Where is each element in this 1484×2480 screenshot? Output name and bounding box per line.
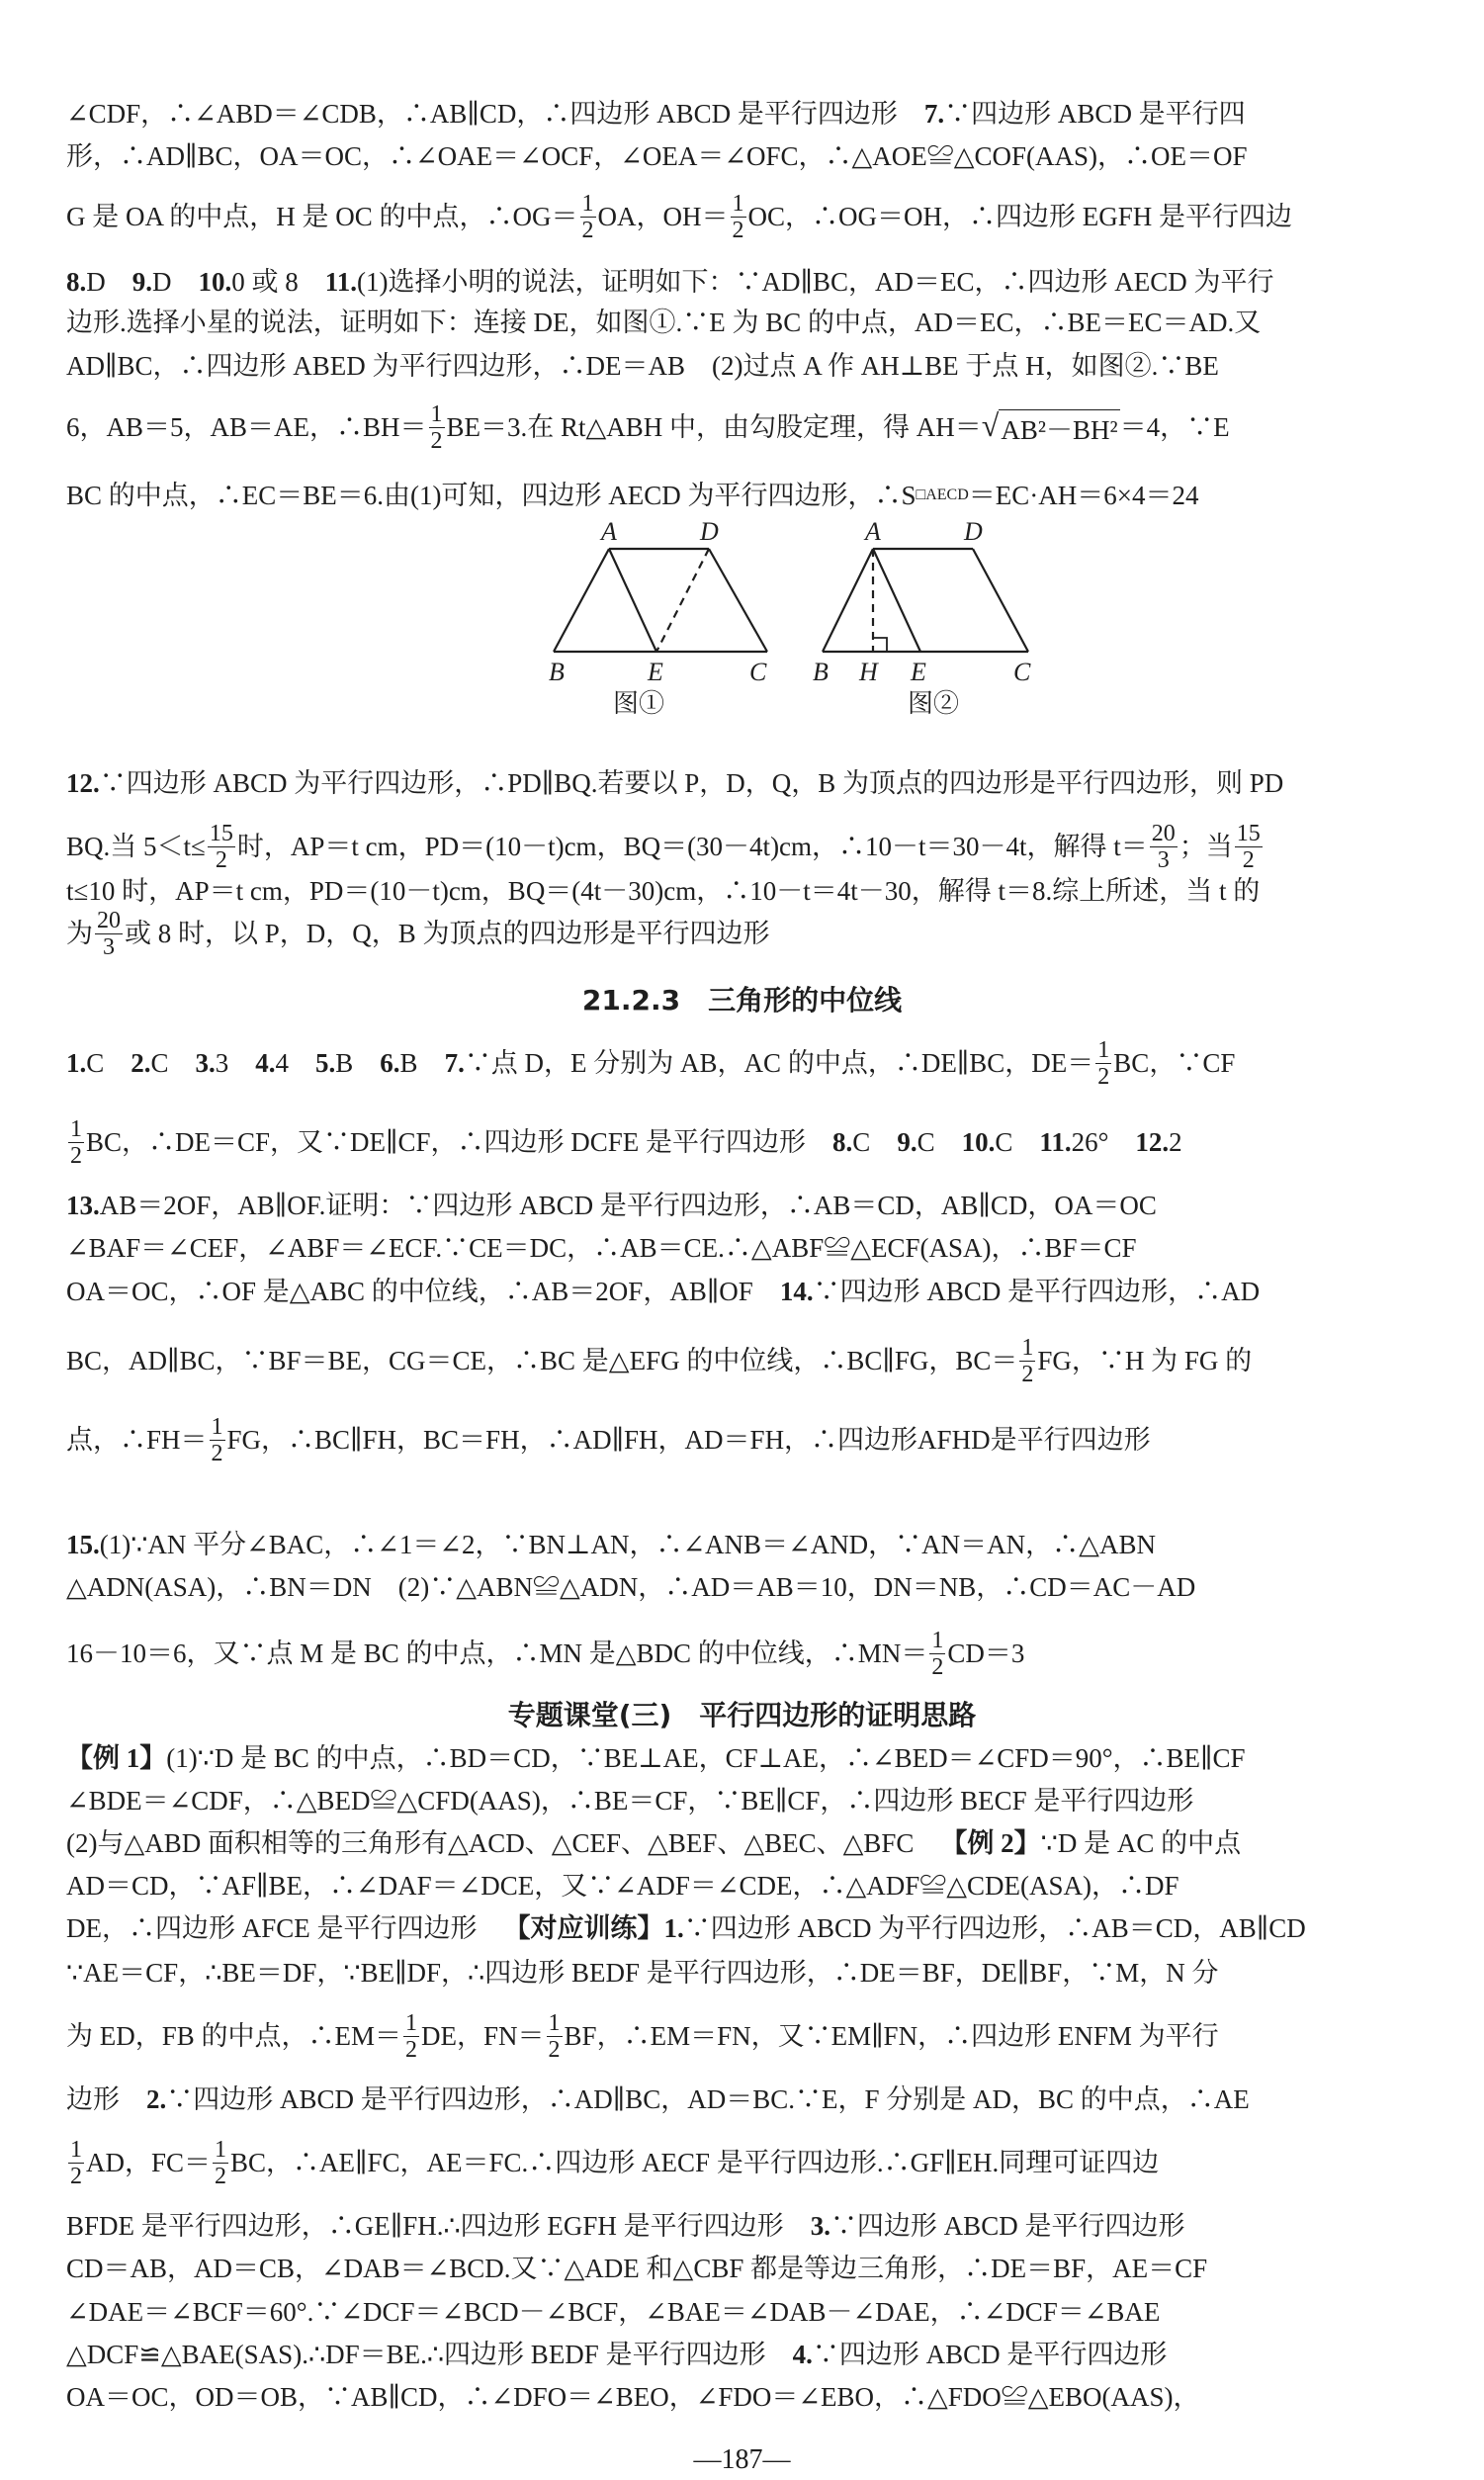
- denominator: 2: [405, 2036, 418, 2063]
- section-title-midline: 21.2.3 三角形的中位线: [581, 984, 903, 1017]
- label-d: D: [964, 517, 983, 546]
- text: 0 或 8: [231, 267, 325, 297]
- label-h: H: [859, 658, 878, 686]
- denominator: 2: [548, 2036, 561, 2063]
- text: ∵四边形 ABCD 为平行四边形，∴PD∥BQ.若要以 P，D，Q，B 为顶点的四边形是平行四边形，则 PD: [99, 768, 1284, 798]
- text: ∵AE＝CF，∴BE＝DF，∵BE∥DF，∴四边形 BEDF 是平行四边形，∴DE＝BF，DE∥BF，∵M，N 分: [66, 1958, 1219, 1988]
- label-b: B: [813, 658, 829, 686]
- question-number: 【例 2】: [940, 1828, 1041, 1858]
- text: ；当: [1178, 832, 1233, 861]
- question-number: 14.: [779, 1277, 814, 1306]
- question-number: 6.: [380, 1048, 400, 1078]
- text: 4: [275, 1048, 316, 1078]
- text: ∵D 是 AC 的中点: [1040, 1828, 1242, 1858]
- text: ＝EC·AH＝6×4＝24: [968, 481, 1199, 510]
- label-c: C: [1013, 658, 1031, 686]
- denominator: 2: [931, 1653, 944, 1680]
- text: 点，∴FH＝: [66, 1425, 208, 1455]
- text: ∵四边形 ABCD 是平行四边形，∴AD∥BC，AD＝BC.∵E，F 分别是 AD，BC 的中点，∴AE: [166, 2084, 1250, 2114]
- text: BC，∵CF: [1113, 1048, 1236, 1078]
- denominator: 3: [1157, 846, 1170, 873]
- fraction: [1019, 1335, 1035, 1387]
- text: 或 8 时，以 P，D，Q，B 为顶点的四边形是平行四边形: [125, 919, 770, 948]
- question-number: 2.: [131, 1048, 151, 1078]
- geometry-figures: [0, 0, 1484, 732]
- denominator: 2: [1021, 1361, 1034, 1387]
- text: BC，AD∥BC，∵BF＝BE，CG＝CE，∴BC 是△EFG 的中位线，∴BC∥FG，BC＝: [66, 1346, 1018, 1375]
- numerator: 15: [209, 820, 233, 846]
- question-number: 12.: [66, 768, 100, 798]
- question-number: 1.: [66, 1048, 87, 1078]
- page-number: —187—: [693, 2444, 791, 2475]
- label-e: E: [648, 658, 663, 686]
- text: C: [995, 1127, 1040, 1157]
- text: C: [86, 1048, 131, 1078]
- question-number: 7.: [923, 99, 945, 129]
- text: 16－10＝6，又∵点 M 是 BC 的中点，∴MN 是△BDC 的中位线，∴MN＝: [66, 1639, 928, 1668]
- text: D: [152, 267, 199, 297]
- numerator: 1: [70, 1115, 82, 1142]
- text: 26°: [1071, 1127, 1136, 1157]
- denominator: 2: [70, 1142, 82, 1169]
- text: OC，∴OG＝OH，∴四边形 EGFH 是平行四边: [747, 202, 1293, 231]
- denominator: 2: [1097, 1063, 1110, 1090]
- text: BQ.当 5＜t≤: [66, 832, 206, 861]
- numerator: 20: [97, 907, 121, 933]
- question-number: 2.: [146, 2084, 167, 2114]
- text: DE，FN＝: [421, 2021, 545, 2051]
- figure-1: [554, 549, 767, 652]
- text: △ADN(ASA)，∴BN＝DN (2)∵△ABN≌△ADN，∴AD＝AB＝10，DN＝NB，∴CD＝AC－AD: [66, 1572, 1196, 1602]
- numerator: 1: [430, 400, 443, 427]
- question-number: 4.: [255, 1048, 276, 1078]
- text-line: [66, 1606, 1484, 1701]
- text: AD∥BC，∴四边形 ABED 为平行四边形，∴DE＝AB (2)过点 A 作 AH⊥BE 于点 H，如图②.∵BE: [66, 351, 1219, 381]
- question-number: 13.: [66, 1191, 100, 1220]
- denominator: 2: [215, 846, 227, 873]
- fraction: [1095, 1037, 1111, 1090]
- text: B: [399, 1048, 445, 1078]
- text: G 是 OA 的中点，H 是 OC 的中点，∴OG＝: [66, 202, 578, 231]
- text: ∵四边形 ABCD 是平行四边形: [812, 2340, 1168, 2369]
- text: ∠DAE＝∠BCF＝60°.∵∠DCF＝∠BCD－∠BCF，∠BAE＝∠DAB－∠DAE，∴∠DCF＝∠BAE: [66, 2297, 1161, 2327]
- text: ∵四边形 ABCD 是平行四边形: [829, 2211, 1185, 2241]
- text: △DCF≌△BAE(SAS).∴DF＝BE.∴四边形 BEDF 是平行四边形: [66, 2340, 793, 2369]
- text-line: [66, 1392, 1484, 1487]
- text: CD＝AB，AD＝CB，∠DAB＝∠BCD.又∵△ADE 和△CBF 都是等边三角形，∴DE＝BF，AE＝CF: [66, 2254, 1208, 2283]
- question-number: 【对应训练】1.: [503, 1913, 684, 1943]
- numerator: 1: [931, 1627, 944, 1653]
- denominator: 2: [215, 2163, 227, 2189]
- text: t≤10 时，AP＝t cm，PD＝(10－t)cm，BQ＝(4t－30)cm，∴10－t＝4t－30，解得 t＝8.综上所述，当 t 的: [66, 876, 1261, 906]
- text: BC，∴DE＝CF，又∵DE∥CF，∴四边形 DCFE 是平行四边形: [86, 1127, 833, 1157]
- text: ∠BAF＝∠CEF，∠ABF＝∠ECF.∵CE＝DC，∴AB＝CE.∴△ABF≌△ECF(ASA)，∴BF＝CF: [66, 1233, 1137, 1263]
- text: BFDE 是平行四边形，∴GE∥FH.∴四边形 EGFH 是平行四边形: [66, 2211, 811, 2241]
- fraction: [210, 1414, 225, 1466]
- label-a: A: [601, 517, 617, 546]
- numerator: 1: [1021, 1334, 1034, 1361]
- text-line: [66, 2349, 1484, 2444]
- question-number: 11.: [324, 267, 358, 297]
- radicand: AB²－BH²: [999, 409, 1119, 450]
- radical-sign: √: [981, 406, 1000, 443]
- text: C: [917, 1127, 962, 1157]
- text: FG，∵H 为 FG 的: [1037, 1346, 1253, 1375]
- question-number: 10.: [961, 1127, 996, 1157]
- text: (1)∵AN 平分∠BAC，∴∠1＝∠2，∵BN⊥AN，∴∠ANB＝∠AND，∵AN＝AN，∴△ABN: [99, 1530, 1156, 1559]
- text: OA＝OC，OD＝OB，∵AB∥CD，∴∠DFO＝∠BEO，∠FDO＝∠EBO，∴△FDO≌△EBO(AAS)，: [66, 2382, 1200, 2412]
- question-number: 4.: [792, 2340, 813, 2369]
- question-number: 9.: [897, 1127, 917, 1157]
- text: D: [86, 267, 132, 297]
- question-number: 9.: [131, 267, 152, 297]
- text: C: [852, 1127, 898, 1157]
- text: DE，∴四边形 AFCE 是平行四边形: [66, 1913, 504, 1943]
- text: (1)选择小明的说法，证明如下：∵AD∥BC，AD＝EC，∴四边形 AECD 为平行: [357, 267, 1274, 297]
- denominator: 2: [1242, 846, 1255, 873]
- figure-1-caption: 图①: [613, 689, 665, 718]
- text: 为 ED，FB 的中点，∴EM＝: [66, 2021, 402, 2051]
- label-d: D: [700, 517, 719, 546]
- text: B: [335, 1048, 381, 1078]
- question-number: 12.: [1135, 1127, 1170, 1157]
- denominator: 2: [70, 2163, 82, 2189]
- text: 时，AP＝t cm，PD＝(10－t)cm，BQ＝(30－4t)cm，∴10－t＝30－4t，解得 t＝: [236, 832, 1148, 861]
- figure-2: [823, 549, 1028, 652]
- fraction: [929, 1628, 945, 1680]
- text: 边形.选择小星的说法，证明如下：连接 DE，如图①.∵E 为 BC 的中点，AD＝EC，∴BE＝EC＝AD.又: [66, 308, 1262, 337]
- text: 6，AB＝5，AB＝AE，∴BH＝: [66, 412, 427, 442]
- text: BF，∴EM＝FN，又∵EM∥FN，∴四边形 ENFM 为平行: [564, 2021, 1219, 2051]
- numerator: 1: [548, 2009, 561, 2036]
- question-number: 3.: [810, 2211, 830, 2241]
- text: 边形: [66, 2084, 146, 2114]
- text: 形，∴AD∥BC，OA＝OC，∴∠OAE＝∠OCF，∠OEA＝∠OFC，∴△AOE≌△COF(AAS)，∴OE＝OF: [66, 141, 1248, 171]
- text: OA，OH＝: [597, 202, 729, 231]
- subscript: □AECD: [916, 487, 969, 503]
- figure-2-caption: 图②: [908, 689, 960, 718]
- numerator: 1: [732, 190, 744, 217]
- numerator: 1: [405, 2009, 418, 2036]
- text: ∵四边形 ABCD 是平行四边形，∴AD: [813, 1277, 1261, 1306]
- text: BC 的中点，∴EC＝BE＝6.由(1)可知，四边形 AECD 为平行四边形，∴S: [66, 481, 917, 510]
- text: C: [150, 1048, 196, 1078]
- label-a: A: [865, 517, 881, 546]
- denominator: 3: [103, 933, 115, 960]
- text: OA＝OC，∴OF 是△ABC 的中位线，∴AB＝2OF，AB∥OF: [66, 1277, 780, 1306]
- numerator: 15: [1236, 820, 1261, 846]
- label-e: E: [911, 658, 926, 686]
- question-number: 5.: [315, 1048, 336, 1078]
- text: AB＝2OF，AB∥OF.证明：∵四边形 ABCD 是平行四边形，∴AB＝CD，AB∥CD，OA＝OC: [99, 1191, 1157, 1220]
- text: AD，FC＝: [86, 2148, 212, 2177]
- text: FG，∴BC∥FH，BC＝FH，∴AD∥FH，AD＝FH，∴四边形AFHD是平行四边形: [226, 1425, 1151, 1455]
- text: 2: [1169, 1127, 1182, 1157]
- numerator: 1: [1097, 1036, 1110, 1063]
- label-c: C: [749, 658, 767, 686]
- question-number: 15.: [66, 1530, 100, 1559]
- numerator: 1: [215, 2136, 227, 2163]
- question-number: 8.: [832, 1127, 853, 1157]
- question-number: 【例 1】: [66, 1743, 167, 1773]
- numerator: 1: [581, 190, 594, 217]
- text: 3: [215, 1048, 256, 1078]
- numerator: 1: [211, 1413, 223, 1440]
- denominator: 2: [211, 1440, 223, 1466]
- text: (2)与△ABD 面积相等的三角形有△ACD、△CEF、△BEF、△BEC、△BFC: [66, 1828, 941, 1858]
- denominator: 2: [732, 217, 744, 243]
- text: ∵四边形 ABCD 是平行四: [944, 99, 1246, 129]
- text: ∵点 D，E 分别为 AB，AC 的中点，∴DE∥BC，DE＝: [464, 1048, 1094, 1078]
- question-number: 7.: [444, 1048, 465, 1078]
- text: ∠CDF，∴∠ABD＝∠CDB，∴AB∥CD，∴四边形 ABCD 是平行四边形: [66, 99, 924, 129]
- section-title-topic-lesson: 专题课堂(三) 平行四边形的证明思路: [507, 1699, 977, 1731]
- label-b: B: [549, 658, 565, 686]
- denominator: 2: [430, 427, 443, 454]
- question-number: 8.: [66, 267, 87, 297]
- text-line: [66, 886, 1484, 981]
- numerator: 20: [1151, 820, 1176, 846]
- text: BE＝3.在 Rt△ABH 中，由勾股定理，得 AH＝: [446, 412, 982, 442]
- text: CD＝3: [947, 1639, 1025, 1668]
- text: (1)∵D 是 BC 的中点，∴BD＝CD，∵BE⊥AE，CF⊥AE，∴∠BED＝∠CFD＝90°，∴BE∥CF: [166, 1743, 1246, 1773]
- denominator: 2: [581, 217, 594, 243]
- question-number: 10.: [198, 267, 232, 297]
- text: ＝4，∵E: [1119, 412, 1230, 442]
- text: ∵四边形 ABCD 为平行四边形，∴AB＝CD，AB∥CD: [683, 1913, 1306, 1943]
- text: 为: [66, 919, 93, 948]
- numerator: 1: [70, 2136, 82, 2163]
- text: ∠BDE＝∠CDF，∴△BED≌△CFD(AAS)，∴BE＝CF，∵BE∥CF，∴四边形 BECF 是平行四边形: [66, 1786, 1194, 1816]
- text: AD＝CD，∵AF∥BE，∴∠DAF＝∠DCE，又∵∠ADF＝∠CDE，∴△ADF≌△CDE(ASA)，∴DF: [66, 1871, 1179, 1901]
- text: BC，∴AE∥FC，AE＝FC.∴四边形 AECF 是平行四边形.∴GF∥EH.同理可证四边: [230, 2148, 1160, 2177]
- question-number: 3.: [195, 1048, 216, 1078]
- question-number: 11.: [1039, 1127, 1072, 1157]
- fraction: [95, 908, 123, 960]
